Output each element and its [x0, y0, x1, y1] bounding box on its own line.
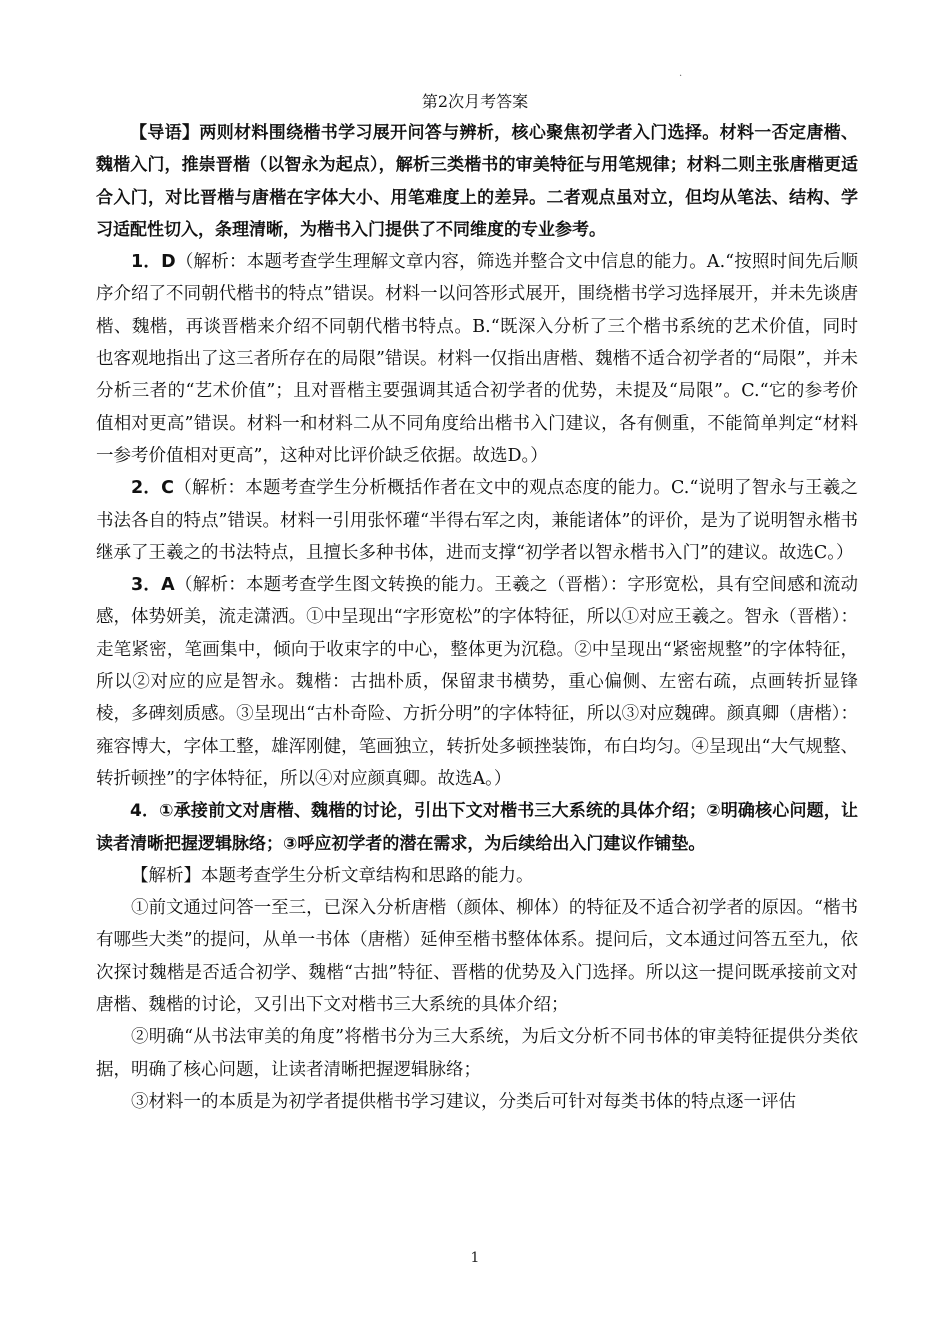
answer-1: [96, 246, 858, 472]
analysis-heading: 【解析】本题考查学生分析文章结构和思路的能力。: [131, 865, 534, 886]
header-dot: .: [679, 68, 683, 79]
answer-number: 1．D: [131, 252, 176, 273]
answer-2: [96, 472, 858, 569]
answer-4: 4．①承接前文对唐楷、魏楷的讨论，引出下文对楷书三大系统的具体介绍；②明确核心问题，让读者清晰把握逻辑脉络；③呼应初学者的潜在需求，为后续给出入门建议作铺垫。: [96, 801, 858, 854]
page-number: 1: [470, 1250, 480, 1266]
analysis-point-2: ②明确“从书法审美的角度”将楷书分为三大系统，为后文分析不同书体的审美特征提供分类依据，明确了核心问题，让读者清晰把握逻辑脉络；: [96, 1027, 858, 1080]
page-title: 第2次月考答案: [421, 92, 529, 111]
intro-paragraph: 【导语】两则材料围绕楷书学习展开问答与辨析，核心聚焦初学者入门选择。材料一否定唐楷、魏楷入门，推崇晋楷（以智永为起点），解析三类楷书的审美特征与用笔规律；材料二则主张唐楷更适合入门，对比晋楷与唐楷在字体大小、用笔难度上的差异。二者观点虽对立，但均从笔法、结构、学习适配性切入，条理清晰，为楷书入门提供了不同维度的专业参考。: [96, 123, 858, 240]
answer-explanation: （解析：本题考查学生图文转换的能力。王羲之（晋楷）：字形宽松，具有空间感和流动感，体势妍美，流走潇洒。①中呈现出“字形宽松”的字体特征，所以①对应王羲之。智永（晋楷）：走笔紧密，笔画集中，倾向于收束字的中心，整体更为沉稳。②中呈现出“紧密规整”的字体特征，所以②对应的应是智永。魏楷：古拙朴质，保留隶书横势，重心偏侧、左密右疏，点画转折显锋棱，多碑刻质感。③呈现出“古朴奇险、方折分明”的字体特征，所以③对应魏碑。颜真卿（唐楷）：雍容博大，字体工整，雄浑刚健，笔画独立，转折处多顿挫装饰，布白均匀。④呈现出“大气规整、转折顿挫”的字体特征，所以④对应颜真卿。故选A。）: [96, 575, 858, 789]
answer-explanation: （解析：本题考查学生分析概括作者在文中的观点态度的能力。C.“说明了智永与王羲之书法各自的特点”错误。材料一引用张怀瓘“半得右军之肉，兼能诸体”的评价，是为了说明智永楷书继承了王羲之的书法特点，且擅长多种书体，进而支撑“初学者以智永楷书入门”的建议。故选C。）: [96, 478, 858, 563]
answer-number: 2．C: [131, 478, 175, 499]
analysis-point-1: ①前文通过问答一至三，已深入分析唐楷（颜体、柳体）的特征及不适合初学者的原因。“楷书有哪些大类”的提问，从单一书体（唐楷）延伸至楷书整体体系。提问后，文本通过问答五至九，依次探讨魏楷是否适合初学、魏楷“古拙”特征、晋楷的优势及入门选择。所以这一提问既承接前文对唐楷、魏楷的讨论，又引出下文对楷书三大系统的具体介绍；: [96, 898, 858, 1016]
answer-3: [96, 569, 858, 795]
answer-explanation: （解析：本题考查学生理解文章内容，筛选并整合文中信息的能力。A.“按照时间先后顺序介绍了不同朝代楷书的特点”错误。材料一以问答形式展开，围绕楷书学习选择展开，并未先谈唐楷、魏楷，再谈晋楷来介绍不同朝代楷书特点。B.“既深入分析了三个楷书系统的艺术价值，同时也客观地指出了这三者所存在的局限”错误。材料一仅指出唐楷、魏楷不适合初学者的“局限”，并未分析三者的“艺术价值”；且对晋楷主要强调其适合初学者的优势，未提及“局限”。C.“它的参考价值相对更高”错误。材料一和材料二从不同角度给出楷书入门建议，各有侧重，不能简单判定“材料一参考价值相对更高”，这种对比评价缺乏依据。故选D。）: [96, 252, 859, 466]
document-body: [96, 117, 858, 1118]
analysis-point-3: ③材料一的本质是为初学者提供楷书学习建议，分类后可针对每类书体的特点逐一评估: [131, 1091, 796, 1112]
answer-number: 3．A: [131, 575, 175, 596]
